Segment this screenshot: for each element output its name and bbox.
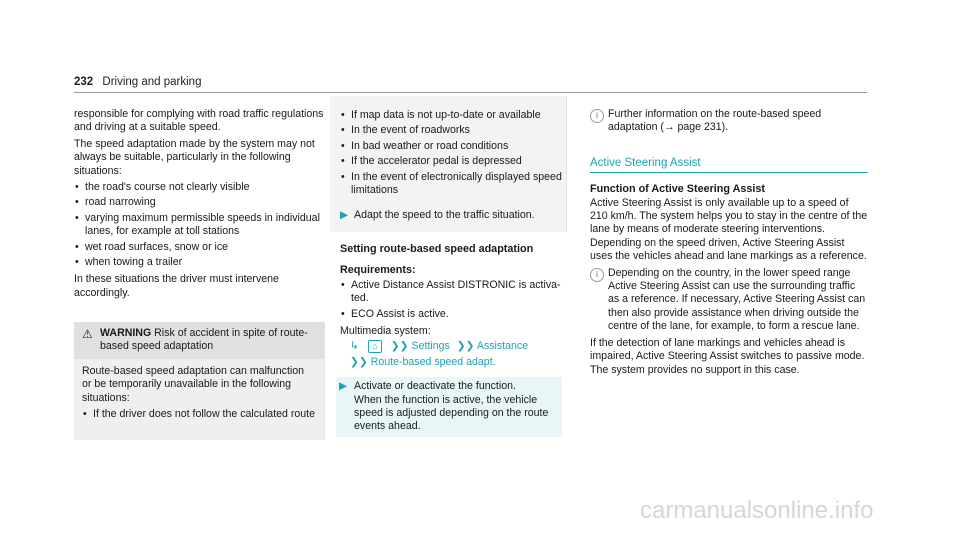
path-arrow-icon: ❯❯ <box>456 340 475 353</box>
menu-path-line-2 <box>340 356 562 369</box>
info-note-icon: i <box>590 268 604 282</box>
list-item: • Active Distance Assist DISTRONIC is activated. <box>340 279 562 306</box>
enter-arrow-icon: ↳ <box>350 340 359 353</box>
list-item: • If the driver does not follow the calculated route <box>82 408 316 421</box>
paragraph-situations: The speed adaptation made by the system may not always be suitable, particularly in the following situations: <box>74 137 315 177</box>
section-title: Active Steering Assist <box>590 156 701 169</box>
note-text: Depending on the country, in the lower speed range Active Steering Assist can use the surrounding traffic as a reference. If necessary, Active Steering Assist can then also provide assistance when driving outside the centre of the lane, for example, to form a rescue lane. <box>608 266 866 333</box>
list-item: • If the accelerator pedal is depressed <box>340 155 562 168</box>
page-number: 232 <box>74 76 94 88</box>
warning-triangle-icon: ⚠ <box>82 327 93 341</box>
chapter-title: Driving and parking <box>102 76 202 88</box>
list-item: • the road's course not clearly visible <box>74 181 326 194</box>
situation-list <box>74 181 326 269</box>
path-settings[interactable]: Settings <box>411 340 450 353</box>
watermark: carmanualsonline.info <box>640 497 874 524</box>
adapt-speed-action <box>340 209 562 222</box>
action-text: Adapt the speed to the traffic situation. <box>354 209 535 222</box>
warning-body <box>74 359 324 422</box>
multimedia-label: Multimedia system: <box>340 325 431 338</box>
list-item: • ECO Assist is active. <box>340 308 562 321</box>
note-country <box>590 267 868 334</box>
path-assistance[interactable]: Assistance <box>476 340 529 353</box>
setting-title: Setting route-based speed adaptation <box>340 243 534 255</box>
activate-line: Activate or deactivate the function. <box>354 380 516 393</box>
path-route-based[interactable]: Route-based speed adapt. <box>370 355 496 368</box>
column-1 <box>74 108 326 303</box>
column-3 <box>590 108 868 380</box>
action-arrow-icon: ▶ <box>340 209 349 222</box>
paragraph-intervene: In these situations the driver must intervene accordingly. <box>74 273 279 299</box>
warning-list <box>82 408 316 421</box>
final-paragraph: If the detection of lane markings and vehicles ahead is impaired, Active Steering Assist switches to passive mode. The system provides no support in this case. <box>590 336 865 376</box>
list-item: • In the event of electronically displayed speed limitations <box>340 171 562 198</box>
warning-box <box>74 322 324 440</box>
list-item: • In bad weather or road conditions <box>340 140 562 153</box>
home-icon: ⌂ <box>368 340 382 353</box>
function-body: Active Steering Assist is only available up to a speed of 210 km/h. The system helps you to stay in the centre of the lane by means of moderate steering interventions. Depending on the speed driven, Active Steering Assist uses the vehicles ahead and lane markings as a reference. <box>590 196 868 263</box>
function-title: Function of Active Steering Assist <box>590 183 765 196</box>
path-arrow-icon: ❯❯ <box>390 340 409 353</box>
warning-headline: Risk of accident in spite of route-based speed adaptation <box>100 327 308 353</box>
activate-detail: When the function is active, the vehicle speed is adjusted depending on the route events ahead. <box>354 393 549 433</box>
list-item: • varying maximum permissible speeds in individual lanes, for example at toll stations <box>74 212 326 239</box>
intro-text: responsible for complying with road traffic regulations and driving at a suitable speed. <box>74 108 324 134</box>
warning-text: Route-based speed adaptation can malfunction or be temporarily unavailable in the following situations: <box>82 364 305 404</box>
requirements-list <box>340 279 562 321</box>
action-arrow-icon: ▶ <box>339 380 348 393</box>
section-rule <box>590 172 868 173</box>
box-edge <box>566 96 567 232</box>
note-text: Further information on the route-based speed adaptation (→ page 231). <box>608 108 822 134</box>
warning-box-edge <box>324 322 325 440</box>
activate-action <box>336 377 562 437</box>
list-item: • wet road surfaces, snow or ice <box>74 241 326 254</box>
menu-path-line-1 <box>340 340 562 353</box>
header-rule <box>74 92 867 93</box>
column-2-warning-list <box>340 108 562 223</box>
page-header <box>74 76 201 88</box>
note-further-info <box>590 108 868 135</box>
list-item: • If map data is not up-to-date or available <box>340 109 562 122</box>
requirements-title: Requirements: <box>340 264 416 277</box>
list-item: • when towing a trailer <box>74 256 326 269</box>
warning-continued-list <box>340 109 562 197</box>
warning-label: WARNING <box>100 327 152 339</box>
info-note-icon: i <box>590 109 604 123</box>
path-arrow-icon: ❯❯ <box>350 355 368 368</box>
list-item: • In the event of roadworks <box>340 124 562 137</box>
list-item: • road narrowing <box>74 196 326 209</box>
column-2-settings <box>340 243 562 437</box>
warning-header <box>74 322 324 359</box>
